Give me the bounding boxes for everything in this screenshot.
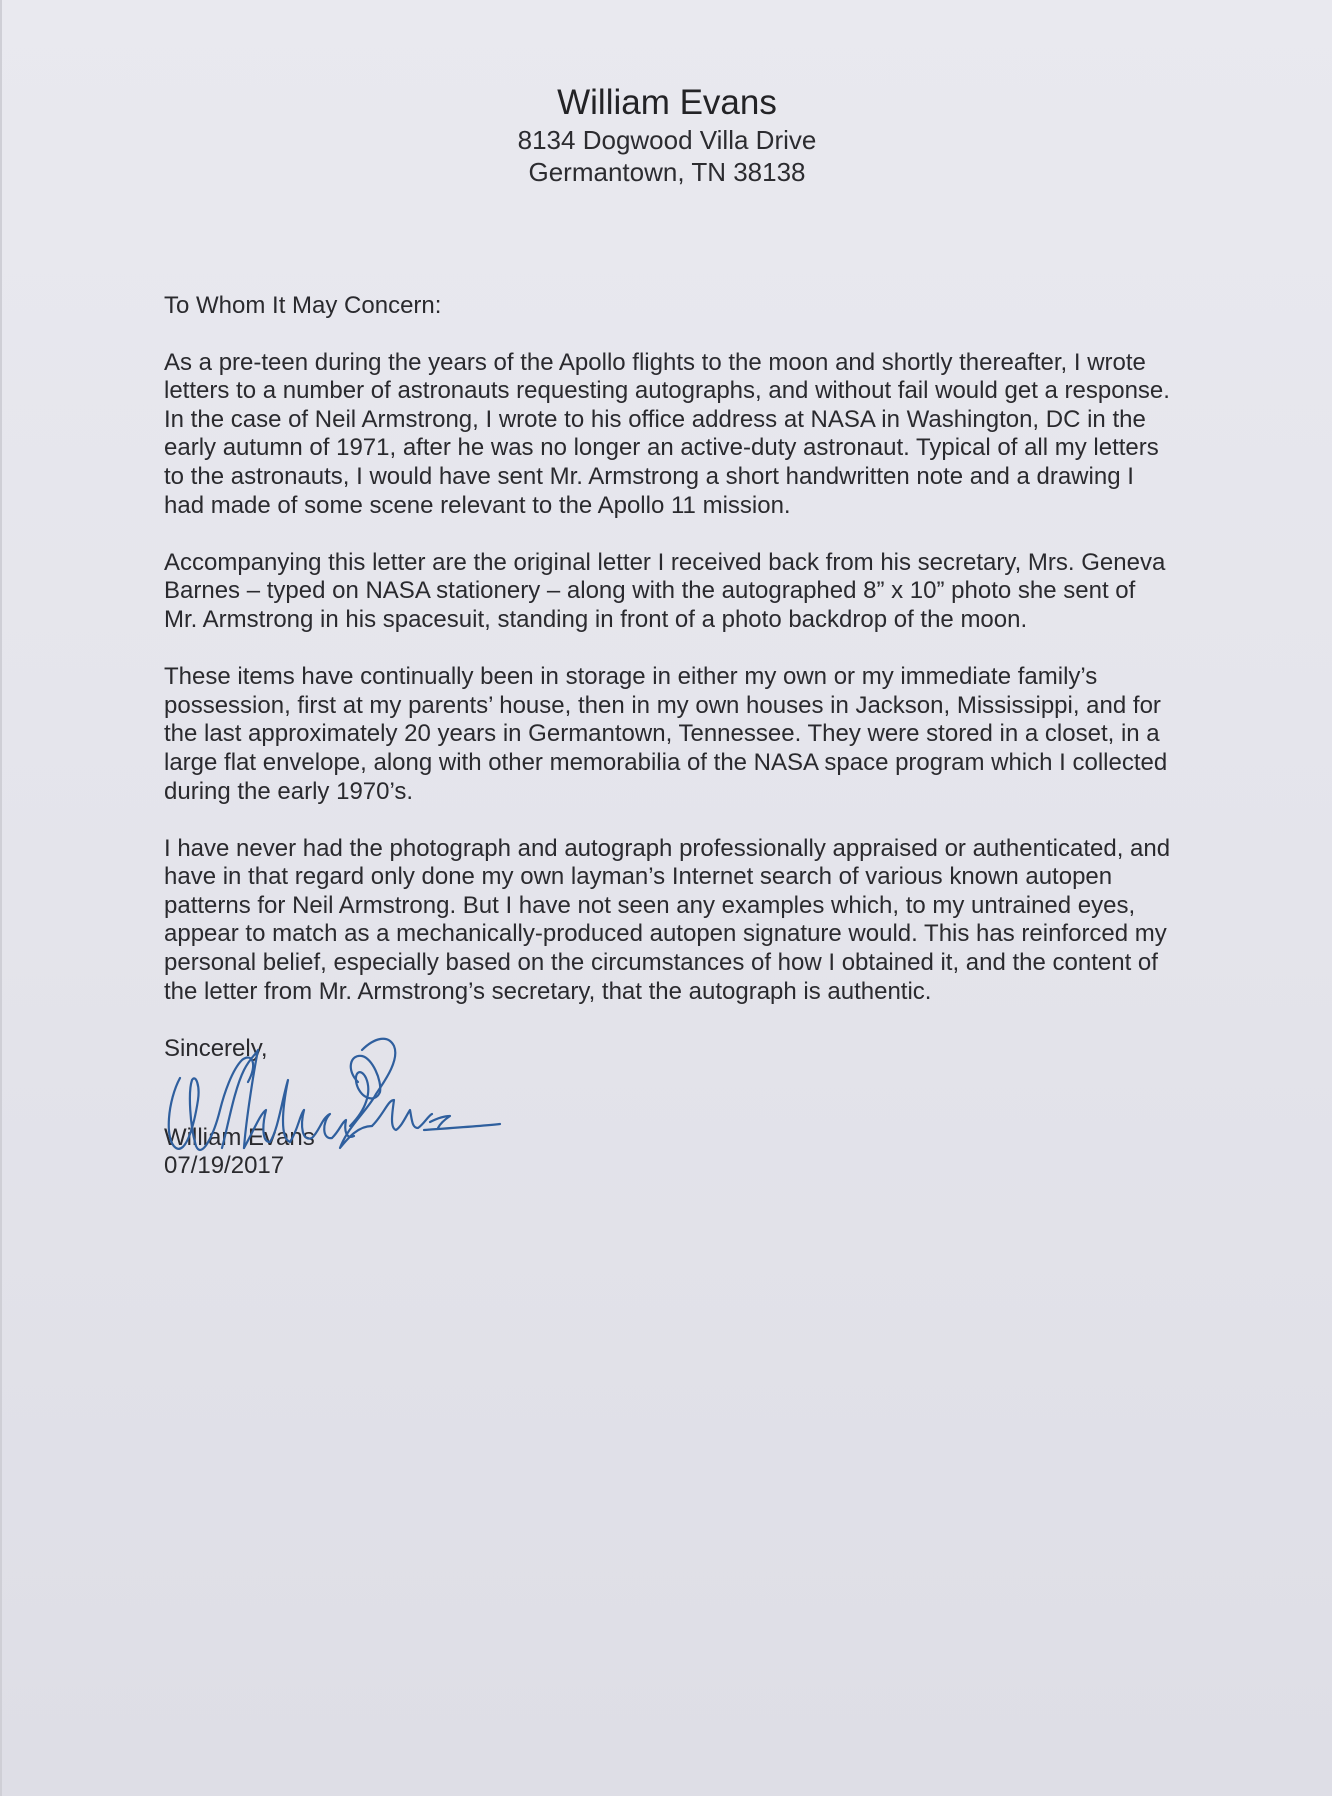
- closing-text: Sincerely,: [164, 1035, 268, 1062]
- paragraph-3: These items have continually been in storage in either my own or my immediate family’s possession, first at my parents’ house, then in my own houses in Jackson, Mississippi, and for the last approximately 20 years in Germantown, Tennessee. They were stored in a closet, in a large flat envelope, along with other memorabilia of the NASA space program which I collected during the early 1970’s.: [164, 663, 1168, 805]
- paragraph-4: I have never had the photograph and autograph professionally appraised or authenticated, and have in that regard only done my own layman’s Internet search of various known autopen patterns for Neil Armstrong. But I have not seen any examples which, to my untrained eyes, appear to match as a mechanically-produced autopen signature would. This has reinforced my personal belief, especially based on the circumstances of how I obtained it, and the content of the letter from Mr. Armstrong’s secretary, that the autograph is authentic.: [164, 834, 1171, 1005]
- letterhead-name: William Evans: [557, 83, 777, 122]
- paragraph-1: As a pre-teen during the years of the Apollo flights to the moon and shortly thereafter, I wrote letters to a number of astronauts requesting autographs, and without fail would get a response. In the case of Neil Armstrong, I wrote to his office address at NASA in Washington, DC in the early autumn of 1971, after he was no longer an active-duty astronaut. Typical of all my letters to the astronauts, I would have sent Mr. Armstrong a short handwritten note and a drawing I had made of some scene relevant to the Apollo 11 mission.: [164, 348, 1170, 519]
- salutation: To Whom It May Concern:: [164, 292, 442, 319]
- signer-name: William Evans: [164, 1123, 315, 1151]
- paragraph-2: Accompanying this letter are the original letter I received back from his secretary, Mrs. Geneva Barnes – typed on NASA stationery – along with the autographed 8” x 10” photo she sent of Mr. Armstrong in his spacesuit, standing in front of a photo backdrop of the moon.: [164, 548, 1166, 633]
- letter-body: [164, 292, 1174, 1035]
- letterhead: [2, 82, 1332, 188]
- letterhead-street: 8134 Dogwood Villa Drive: [517, 125, 817, 155]
- handwritten-signature: [162, 1030, 502, 1170]
- letterhead-city: Germantown, TN 38138: [528, 157, 806, 187]
- letter-date: 07/19/2017: [164, 1152, 285, 1180]
